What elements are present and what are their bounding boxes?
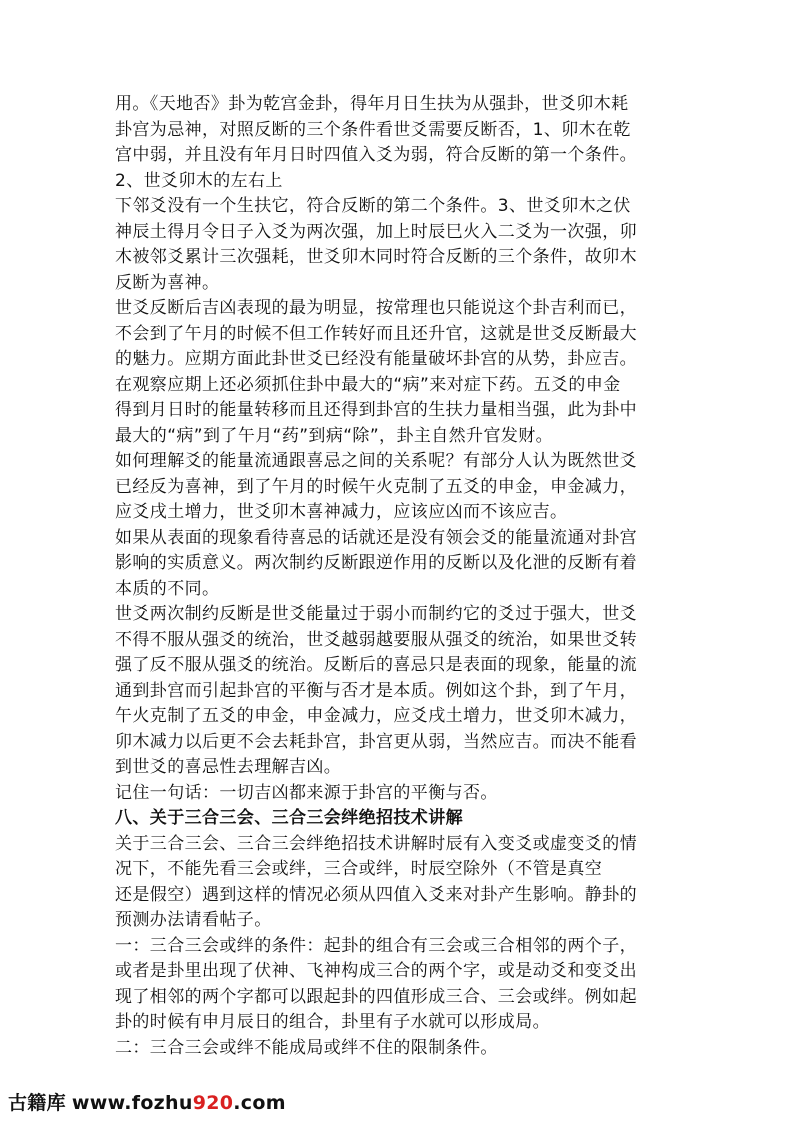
text-line: 不得不服从强爻的统治，世爻越弱越要服从强爻的统治，如果世爻转	[115, 629, 637, 650]
text-line: 得到月日时的能量转移而且还得到卦宫的生扶力量相当强，此为卦中	[115, 400, 637, 420]
text-line: 神辰土得月令日子入爻为两次强，加上时辰巳火入二爻为一次强，卯	[115, 221, 637, 242]
text-line: 本质的不同。	[115, 578, 220, 599]
text-line: 或者是卦里出现了伏神、飞神构成三合的两个字，或是动爻和变爻出	[115, 961, 637, 981]
text-line: 强了反不服从强爻的统治。反断后的喜忌只是表面的现象，能量的流	[115, 655, 637, 675]
text-line: 到世爻的喜忌性去理解吉凶。	[115, 757, 342, 777]
text-line: 在观察应期上还必须抓住卦中最大的“病”来对症下药。五爻的申金	[115, 374, 621, 395]
text-line: 2、世爻卯木的左右上	[115, 170, 283, 191]
text-line: 卯木减力以后更不会去耗卦宫，卦宫更从弱，当然应吉。而决不能看	[115, 731, 637, 752]
text-line: 应爻戌土增力，世爻卯木喜神减力，应该应凶而不该应吉。	[115, 502, 568, 522]
text-line: 下邻爻没有一个生扶它，符合反断的第二个条件。3、世爻卯木之伏	[115, 196, 631, 216]
text-line: 二：三合三会或绊不能成局或绊不住的限制条件。	[115, 1037, 498, 1058]
text-line: 午火克制了五爻的申金，申金减力，应爻戌土增力，世爻卯木减力，	[115, 706, 637, 726]
section-heading: 八、关于三合三会、三合三会绊绝招技术讲解	[115, 808, 463, 828]
text-line: 卦宫为忌神，对照反断的三个条件看世爻需要反断否，1、卯木在乾	[115, 119, 631, 140]
text-line: 还是假空）遇到这样的情况必须从四值入爻来对卦产生影响。静卦的	[115, 884, 637, 905]
site-url-prefix: www.fozhu	[71, 1092, 193, 1114]
text-line: 不会到了午月的时候不但工作转好而且还升官，这就是世爻反断最大	[115, 323, 637, 344]
text-line: 如何理解爻的能量流通跟喜忌之间的关系呢？有部分人认为既然世爻	[115, 451, 637, 471]
text-line: 已经反为喜神，到了午月的时候午火克制了五爻的申金，申金减力，	[115, 476, 637, 497]
text-line: 预测办法请看帖子。	[115, 910, 272, 930]
text-line: 宫中弱，并且没有年月日时四值入爻为弱，符合反断的第一个条件。	[115, 145, 637, 165]
text-line: 世爻两次制约反断是世爻能量过于弱小而制约它的爻过于强大，世爻	[115, 604, 637, 624]
text-line: 的魅力。应期方面此卦世爻已经没有能量破坏卦宫的从势，卦应吉。	[115, 349, 637, 369]
site-watermark	[8, 1088, 286, 1115]
text-line: 如果从表面的现象看待喜忌的话就还是没有领会爻的能量流通对卦宫	[115, 527, 637, 548]
document-body	[115, 92, 675, 1061]
text-line: 木被邻爻累计三次强耗，世爻卯木同时符合反断的三个条件，故卯木	[115, 247, 637, 267]
text-line: 卦的时候有申月辰日的组合，卦里有子水就可以形成局。	[115, 1012, 550, 1032]
text-line: 用。《天地否》卦为乾宫金卦，得年月日生扶为从强卦，世爻卯木耗	[115, 94, 629, 114]
text-line: 世爻反断后吉凶表现的最为明显，按常理也只能说这个卦吉利而已，	[115, 298, 637, 318]
text-line: 最大的“病”到了午月“药”到病“除”，卦主自然升官发财。	[115, 425, 554, 446]
text-line: 况下，不能先看三会或绊，三合或绊，时辰空除外（不管是真空	[115, 859, 603, 879]
text-line: 反断为喜神。	[115, 272, 220, 293]
text-line: 影响的实质意义。两次制约反断跟逆作用的反断以及化泄的反断有着	[115, 553, 637, 573]
text-line: 一：三合三会或绊的条件：起卦的组合有三会或三合相邻的两个子，	[115, 935, 637, 956]
site-name: 古籍库	[8, 1092, 66, 1114]
site-url-number: 920	[192, 1092, 234, 1114]
site-url-suffix: .com	[233, 1092, 286, 1114]
text-line: 关于三合三会、三合三会绊绝招技术讲解时辰有入变爻或虚变爻的情	[115, 833, 637, 854]
text-line: 记住一句话：一切吉凶都来源于卦宫的平衡与否。	[115, 782, 498, 803]
text-line: 现了相邻的两个字都可以跟起卦的四值形成三合、三会或绊。例如起	[115, 986, 637, 1007]
text-line: 通到卦宫而引起卦宫的平衡与否才是本质。例如这个卦，到了午月，	[115, 680, 637, 701]
